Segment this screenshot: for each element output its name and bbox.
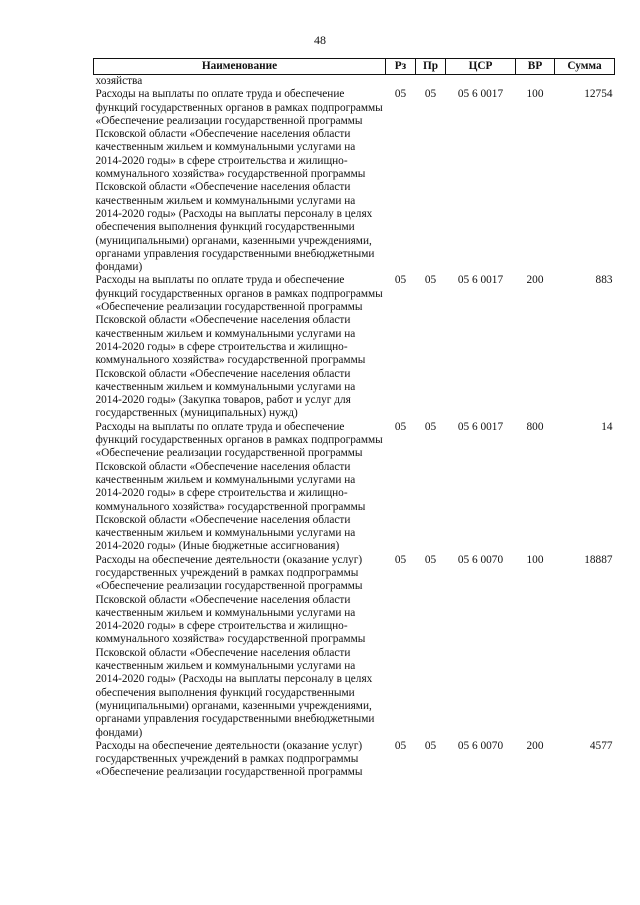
- budget-table: [93, 58, 615, 780]
- row-rz: 05: [394, 420, 407, 433]
- row-rz: 05: [394, 739, 407, 752]
- row-pr: 05: [424, 88, 437, 101]
- row-pr: 05: [424, 739, 437, 752]
- row-rz: 05: [394, 553, 407, 566]
- row-name: Расходы на обеспечение деятельности (оказание услуг) государственных учреждений в рамках подпрограммы «Обеспечение реализации государственной программы Псковской области «Обеспечение населения области качественным жильем и коммунальными услугами на 2014-2020 годы» в сфере строительства и жилищно-коммунального хозяйства» государственной программы Псковской области «Обеспечение населения области качественным жильем и коммунальными услугами на 2014-2020 годы» (Расходы на выплаты персоналу в целях обеспечения выполнения функций государственными (муниципальными) органами, казенными учреждениями, органами управления государственными внебюджетными фондами): [95, 553, 375, 739]
- row-vr: 100: [526, 88, 544, 101]
- column-header-sum: Сумма: [555, 59, 615, 75]
- row-name: Расходы на выплаты по оплате труда и обеспечение функций государственных органов в рамках подпрограммы «Обеспечение реализации государственной программы Псковской области «Обеспечение населения области качественным жильем и коммунальными услугами на 2014-2020 годы» в сфере строительства и жилищно-коммунального хозяйства» государственной программы Псковской области «Обеспечение населения области качественным жильем и коммунальными услугами на 2014-2020 годы» (Иные бюджетные ассигнования): [95, 420, 383, 553]
- row-pr: 05: [424, 420, 437, 433]
- row-csr: 05 6 0017: [457, 420, 504, 433]
- row-csr: 05 6 0070: [457, 739, 504, 752]
- table-row: [94, 88, 615, 274]
- row-sum: 12754: [584, 88, 613, 101]
- page-number: 48: [314, 33, 326, 47]
- table-header-row: [94, 59, 615, 75]
- row-name: Расходы на выплаты по оплате труда и обеспечение функций государственных органов в рамках подпрограммы «Обеспечение реализации государственной программы Псковской области «Обеспечение населения области качественным жильем и коммунальными услугами на 2014-2020 годы» в сфере строительства и жилищно-коммунального хозяйства» государственной программы Псковской области «Обеспечение населения области качественным жильем и коммунальными услугами на 2014-2020 годы» (Закупка товаров, работ и услуг для государственных (муниципальных) нужд): [95, 274, 383, 420]
- row-csr: 05 6 0017: [457, 88, 504, 101]
- row-name: Расходы на обеспечение деятельности (оказание услуг) государственных учреждений в рамках подпрограммы «Обеспечение реализации государственной программы: [95, 739, 363, 779]
- row-vr: 800: [526, 420, 544, 433]
- table-row: [94, 740, 615, 780]
- row-pr: 05: [424, 274, 437, 287]
- row-sum: 883: [595, 274, 613, 287]
- row-rz: 05: [394, 274, 407, 287]
- row-sum: 14: [601, 420, 613, 433]
- column-header-pr: Пр: [416, 59, 446, 75]
- row-sum: 4577: [589, 739, 613, 752]
- column-header-csr: ЦСР: [446, 59, 516, 75]
- column-header-vr: ВР: [516, 59, 555, 75]
- table-row: [94, 554, 615, 740]
- column-header-name: Наименование: [94, 59, 386, 75]
- row-name: Расходы на выплаты по оплате труда и обеспечение функций государственных органов в рамках подпрограммы «Обеспечение реализации государственной программы Псковской области «Обеспечение населения области качественным жильем и коммунальными услугами на 2014-2020 годы» в сфере строительства и жилищно-коммунального хозяйства» государственной программы Псковской области «Обеспечение населения области качественным жильем и коммунальными услугами на 2014-2020 годы» (Расходы на выплаты персоналу в целях обеспечения выполнения функций государственными (муниципальными) органами, казенными учреждениями, органами управления государственными внебюджетными фондами): [95, 88, 383, 274]
- continuation-text: хозяйства: [95, 75, 143, 87]
- row-vr: 200: [526, 739, 544, 752]
- continuation-row: [94, 75, 615, 89]
- row-csr: 05 6 0017: [457, 274, 504, 287]
- row-sum: 18887: [584, 553, 613, 566]
- row-pr: 05: [424, 553, 437, 566]
- row-csr: 05 6 0070: [457, 553, 504, 566]
- table-row: [94, 274, 615, 420]
- row-vr: 200: [526, 274, 544, 287]
- column-header-rz: Рз: [386, 59, 416, 75]
- table-row: [94, 421, 615, 554]
- row-vr: 100: [526, 553, 544, 566]
- row-rz: 05: [394, 88, 407, 101]
